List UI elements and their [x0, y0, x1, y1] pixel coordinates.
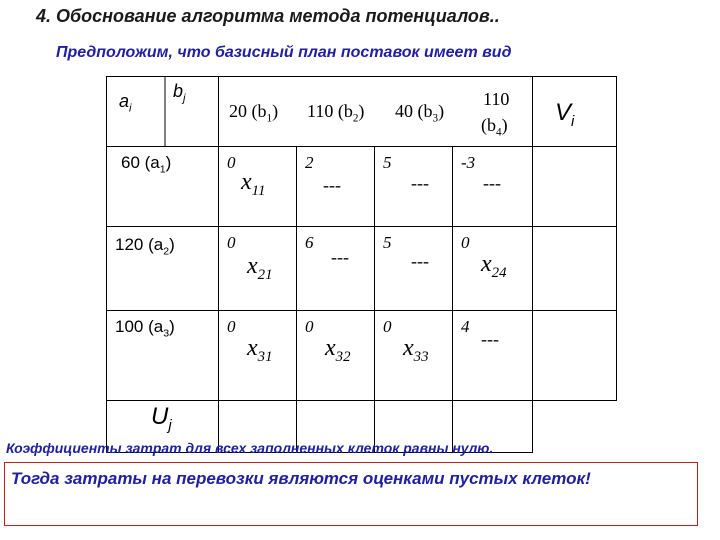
- cell-1-3: 5 ---: [375, 147, 453, 227]
- cell-2-3: 5 ---: [375, 227, 453, 311]
- cell-1-2: 2 ---: [297, 147, 375, 227]
- vi-label: $V_i$: [555, 99, 575, 130]
- vi-cell-1: [533, 147, 617, 227]
- row-label-a2: 120 $(a_2)$: [107, 227, 219, 311]
- basic-variable: $x_{24}$: [481, 251, 507, 281]
- basic-variable: $x_{33}$: [403, 335, 429, 365]
- note-coefficients: Коэффициенты затрат для всех заполненных клеток равны нулю.: [6, 440, 494, 456]
- col-header-b4: $(b_4)$: [481, 115, 508, 139]
- basic-variable: $x_{31}$: [247, 335, 273, 365]
- row-label-a3: 100 $(a_3)$: [107, 311, 219, 401]
- cell-2-2: 6 ---: [297, 227, 375, 311]
- uj-label: $U_j$: [151, 403, 172, 434]
- basic-variable: $x_{21}$: [247, 253, 273, 283]
- row-label-a1: 60 $(a_1)$: [107, 147, 219, 227]
- note-conclusion: Тогда затраты на перевозки являются оценками пустых клеток!: [11, 469, 591, 488]
- slide-subtitle: Предположим, что базисный план поставок имеет вид: [56, 44, 512, 61]
- col-header-b4-top: 110: [483, 89, 510, 109]
- conclusion-box: [4, 462, 698, 526]
- basic-variable: $x_{32}$: [325, 335, 351, 365]
- bj-label: $b_j$: [173, 81, 186, 105]
- col-header-b1: 20 $(b_1)$: [229, 101, 279, 125]
- cell-1-1: 0 $x_{11}$: [219, 147, 297, 227]
- header-ai-bj-cell: [107, 77, 219, 147]
- cell-1-4: -3 ---: [453, 147, 533, 227]
- cell-2-4: 0 $x_{24}$: [453, 227, 533, 311]
- cell-2-1: 0 $x_{21}$: [219, 227, 297, 311]
- col-header-b3: 40 $(b_3)$: [395, 101, 445, 125]
- cell-3-3: 0 $x_{33}$: [375, 311, 453, 401]
- basic-variable: $x_{11}$: [241, 169, 266, 199]
- header-vi-cell: [533, 77, 617, 147]
- slide-title: 4. Обоснование алгоритма метода потенциалов..: [36, 6, 500, 26]
- vi-cell-2: [533, 227, 617, 311]
- header-b-cell: [219, 77, 533, 147]
- cell-3-1: 0 $x_{31}$: [219, 311, 297, 401]
- transport-table: [106, 76, 617, 453]
- cell-3-2: 0 $x_{32}$: [297, 311, 375, 401]
- vi-cell-3: [533, 311, 617, 401]
- cell-3-4: 4 ---: [453, 311, 533, 401]
- col-header-b2: 110 $(b_2)$: [307, 101, 365, 125]
- ai-label: $a_i$: [119, 91, 132, 115]
